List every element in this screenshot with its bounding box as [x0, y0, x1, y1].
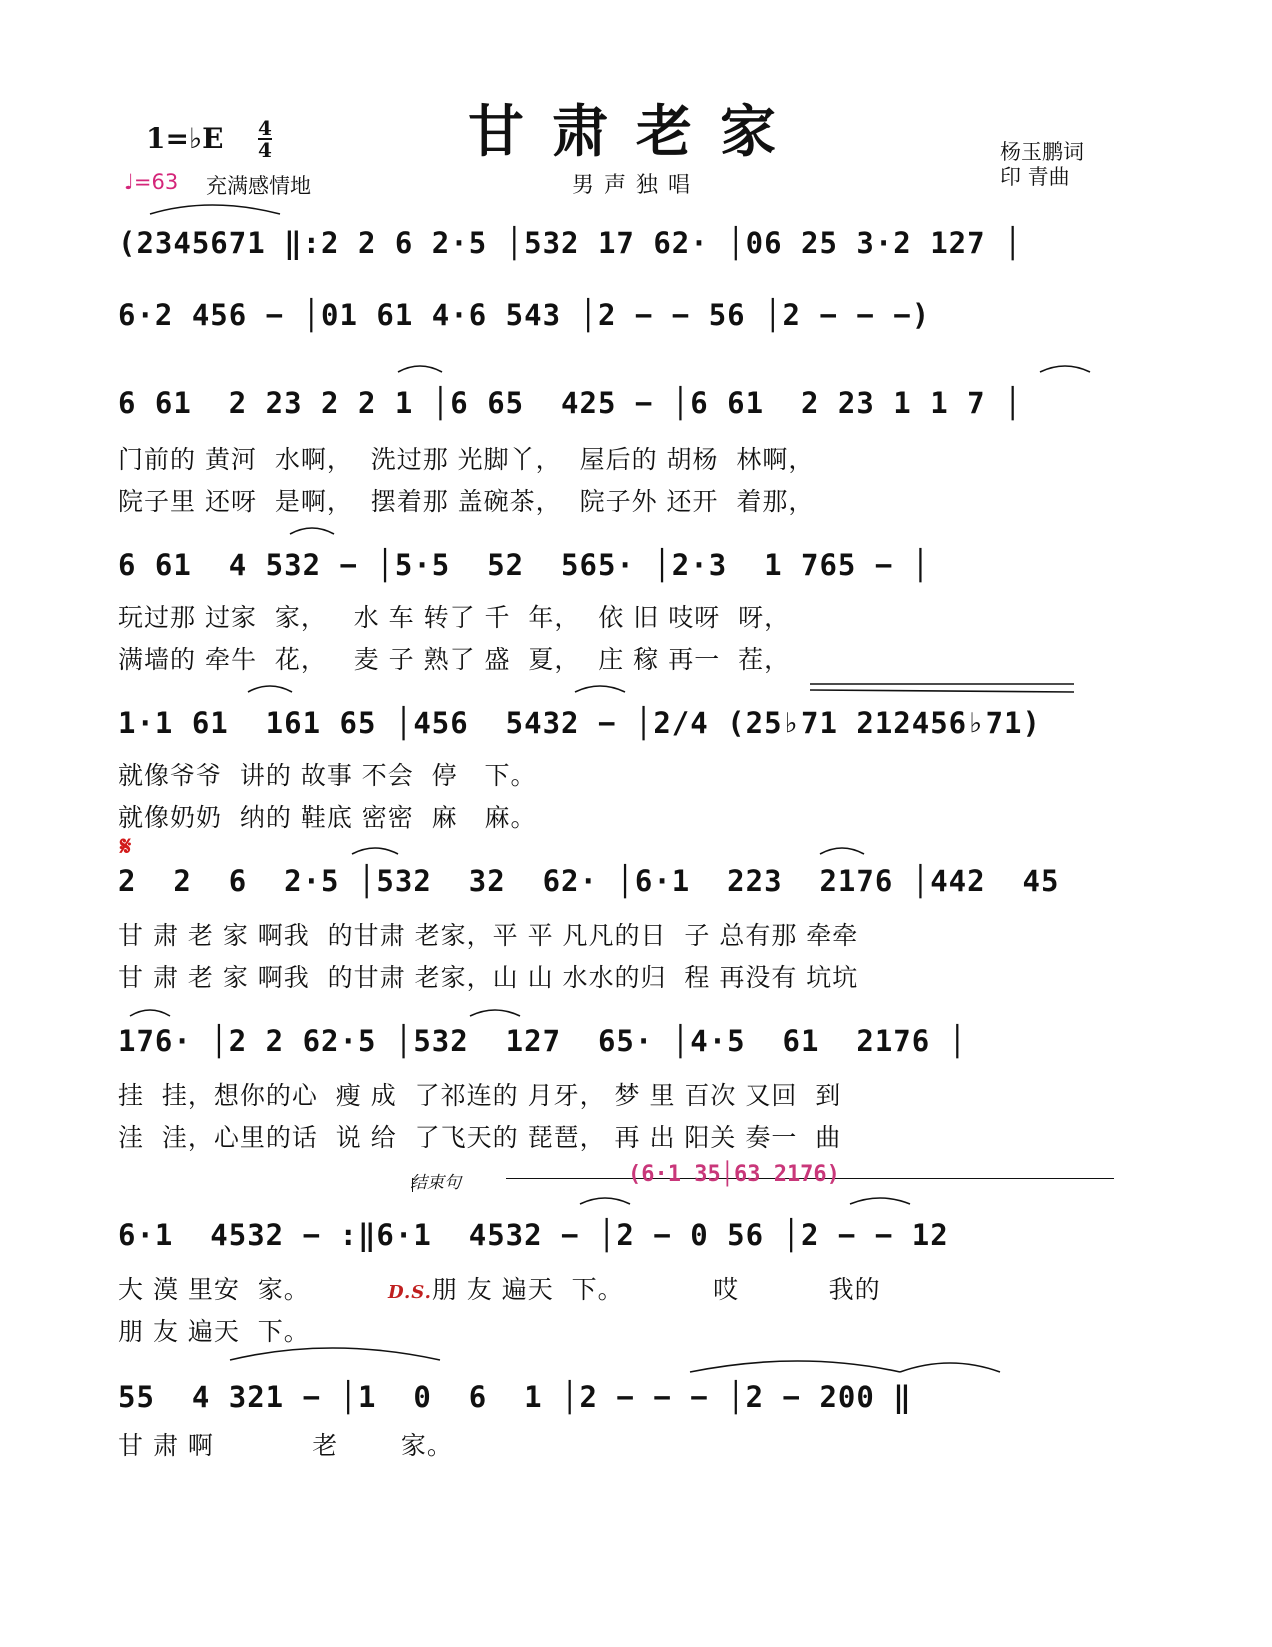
score-line-2: 6·2 456 − │01 61 4·6 543 │2 − − 56 │2 − − −) — [118, 298, 931, 332]
ds-lyric: 朋 友 遍天 下。 哎 我的 — [431, 1275, 881, 1304]
time-top: 4 — [258, 116, 272, 140]
ds-marking: D.S. — [388, 1282, 432, 1303]
lyric-line-5: 就像爷爷 讲的 故事 不会 停 下。 — [118, 761, 537, 790]
score-line-3: 6 61 2 23 2 2 1 │6 65 425 − │6 61 2 23 1 1 7 │ — [118, 386, 1023, 420]
score-line-6: 2 2 6 2·5 │532 32 62· │6·1 223 2176 │442 45 — [118, 864, 1060, 898]
lyric-line-1: 门前的 黄河 水啊， 洗过那 光脚丫， 屋后的 胡杨 林啊， — [118, 445, 815, 474]
expression-marking: 充满感情地 — [206, 174, 311, 198]
lyric-line-8: 甘 肃 老 家 啊我 的甘肃 老家，山 山 水水的归 程 再没有 坑坑 — [118, 963, 859, 992]
lyric-line-6: 就像奶奶 纳的 鞋底 密密 麻 麻。 — [118, 803, 537, 832]
ending-label: 结束句 — [410, 1173, 461, 1193]
lyric-line-3: 玩过那 过家 家， 水 车 转了 千 年， 依 旧 吱呀 呀， — [118, 603, 791, 632]
lyric-line-12: 朋 友 遍天 下。 — [118, 1317, 310, 1346]
key-signature: 1=♭E — [146, 122, 224, 155]
score-line-5: 1·1 61 161 65 │456 5432 − │2/4 (25♭71 212456♭71) — [118, 706, 1041, 740]
lyric-line-4: 满墙的 牵牛 花， 麦 子 熟了 盛 夏， 庄 稼 再一 茬， — [118, 645, 791, 674]
lyricist: 杨玉鹏词 — [1000, 140, 1084, 164]
ending-reference: (6·1 35│63 2176) — [628, 1162, 840, 1187]
score-line-7: 176· │2 2 62·5 │532 127 65· │4·5 61 2176 │ — [118, 1024, 968, 1058]
score-line-1: (2345671 ‖:2 2 6 2·5 │532 17 62· │06 25 3·2 127 │ — [118, 226, 1023, 260]
lyric-line-9: 挂 挂，想你的心 瘦 成 了祁连的 月牙， 梦 里 百次 又回 到 — [118, 1081, 842, 1110]
tempo-marking: ♩=63 — [124, 170, 179, 194]
song-subtitle: 男声独唱 — [571, 173, 700, 198]
time-bottom: 4 — [258, 138, 272, 162]
lyric-line-7: 甘 肃 老 家 啊我 的甘肃 老家，平 平 凡凡的日 子 总有那 牵牵 — [118, 921, 859, 950]
lyric-line-11: 大 漠 里安 家。 — [118, 1275, 310, 1304]
song-title: 甘肃老家 — [468, 99, 804, 165]
score-line-4: 6 61 4 532 − │5·5 52 565· │2·3 1 765 − │ — [118, 548, 931, 582]
segno-sign: 𝄋 — [120, 832, 132, 862]
score-line-8: 6·1 4532 − :‖6·1 4532 − │2 − 0 56 │2 − − 12 — [118, 1218, 949, 1252]
lyric-line-2: 院子里 还呀 是啊， 摆着那 盖碗茶， 院子外 还开 着那， — [118, 487, 815, 516]
composer: 印 青曲 — [1000, 165, 1070, 189]
lyric-line-10: 洼 洼，心里的话 说 给 了飞天的 琵琶， 再 出 阳关 奏一 曲 — [118, 1123, 842, 1152]
lyric-line-13: 甘 肃 啊 老 家。 — [118, 1431, 453, 1460]
score-line-9: 55 4 321 − │1 0 6 1 │2 − − − │2 − 200 ‖ — [118, 1380, 912, 1414]
